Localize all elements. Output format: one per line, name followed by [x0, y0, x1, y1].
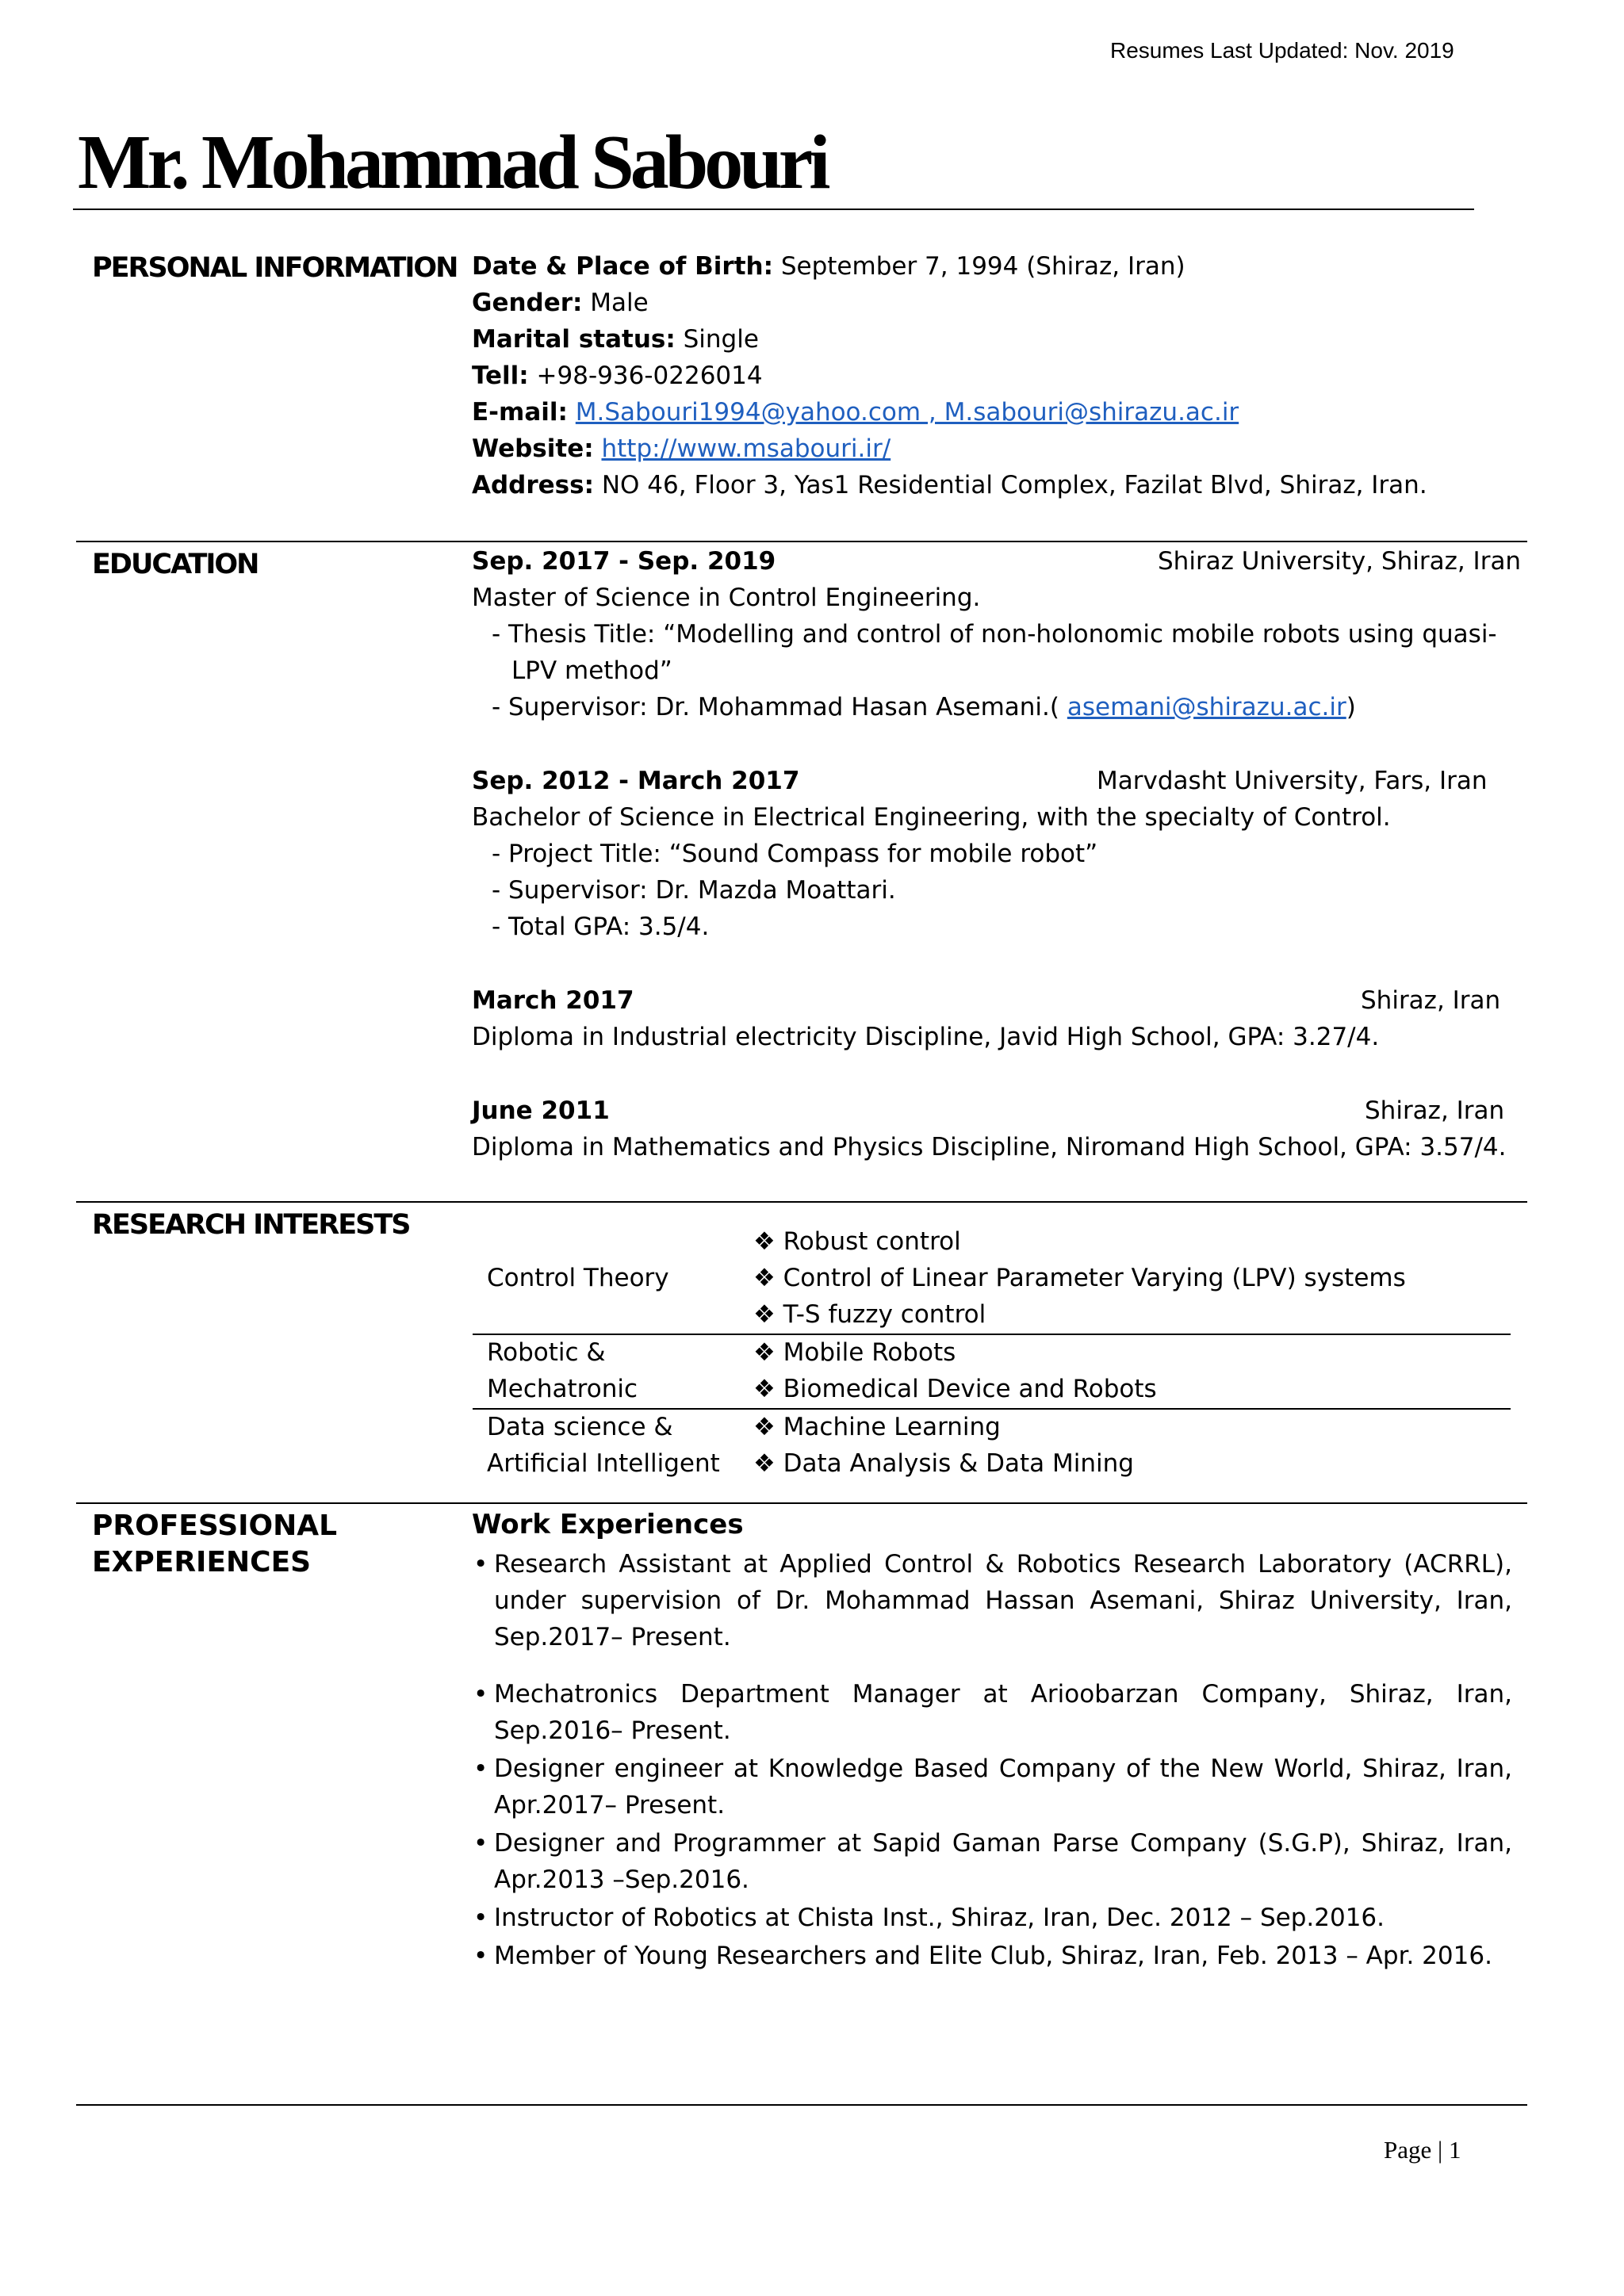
education-place: Shiraz University, Shiraz, Iran: [1158, 547, 1522, 576]
education-detail: - Supervisor: Dr. Mohammad Hasan Asemani.( asemani@shirazu.ac.ir): [492, 693, 1356, 721]
bullet-icon: •: [473, 1829, 488, 1858]
education-degree: Bachelor of Science in Electrical Engineering, with the specialty of Control.: [472, 803, 1391, 832]
research-item: ❖ Robust control: [753, 1227, 961, 1256]
section-title-education: EDUCATION: [92, 549, 259, 580]
research-item: ❖ Data Analysis & Data Mining: [753, 1449, 1134, 1478]
tell-value: +98-936-0226014: [528, 362, 763, 390]
email-line: [472, 394, 1239, 430]
research-item: ❖ Control of Linear Parameter Varying (LPV) systems: [753, 1264, 1406, 1292]
birth-value: September 7, 1994 (Shiraz, Iran): [772, 252, 1185, 281]
address-line: [472, 467, 1427, 503]
education-degree: Diploma in Mathematics and Physics Discipline, Niromand High School, GPA: 3.57/4.: [472, 1133, 1507, 1161]
marital-value: Single: [675, 325, 759, 354]
website-link[interactable]: http://www.msabouri.ir/: [601, 434, 891, 463]
education-detail: - Project Title: “Sound Compass for mobile robot”: [492, 840, 1098, 868]
supervisor-close: ): [1346, 693, 1356, 721]
address-value: NO 46, Floor 3, Yas1 Residential Complex, Fazilat Blvd, Shiraz, Iran.: [594, 471, 1427, 499]
marital-label: Marital status:: [472, 325, 676, 354]
education-place: Shiraz, Iran: [1365, 1096, 1505, 1125]
work-item: Designer and Programmer at Sapid Gaman Parse Company (S.G.P), Shiraz, Iran,: [494, 1829, 1512, 1858]
education-place: Shiraz, Iran: [1361, 986, 1501, 1015]
page-number: Page | 1: [1384, 2136, 1461, 2164]
diamond-bullet-icon: ❖: [753, 1413, 776, 1441]
education-date: June 2011: [472, 1096, 610, 1125]
last-updated-note: Resumes Last Updated: Nov. 2019: [1110, 38, 1454, 63]
footer-divider: [76, 2104, 1527, 2106]
section-divider-research: [76, 1201, 1527, 1203]
education-date: Sep. 2017 - Sep. 2019: [472, 547, 776, 576]
bullet-icon: •: [473, 1942, 488, 1970]
work-item: Research Assistant at Applied Control & Robotics Research Laboratory (ACRRL), under supervision of Dr. Mohammad Hassan Asemani, Shiraz University, Iran,: [494, 1550, 1512, 1615]
education-detail: - Thesis Title: “Modelling and control of non-holonomic mobile robots using quasi-: [492, 620, 1497, 649]
tell-label: Tell:: [472, 362, 529, 390]
education-place: Marvdasht University, Fars, Iran: [1097, 767, 1488, 795]
gender-label: Gender:: [472, 289, 583, 317]
header-divider: [73, 209, 1474, 210]
supervisor-text: Supervisor: Dr. Mohammad Hasan Asemani.(: [508, 693, 1067, 721]
gender-value: Male: [582, 289, 649, 317]
total-gpa: Total GPA: 3.5/4.: [508, 913, 710, 941]
bullet-icon: •: [473, 1550, 488, 1578]
diamond-bullet-icon: ❖: [753, 1300, 776, 1329]
tell-line: [472, 358, 763, 394]
diamond-bullet-icon: ❖: [753, 1449, 776, 1478]
education-degree: Master of Science in Control Engineering.: [472, 584, 981, 612]
research-area: Data science &: [487, 1413, 673, 1441]
email-label: E-mail:: [472, 398, 568, 427]
table-row-divider: [473, 1334, 1511, 1335]
email-link[interactable]: M.Sabouri1994@yahoo.com , M.sabouri@shirazu.ac.ir: [575, 398, 1239, 427]
address-label: Address:: [472, 471, 594, 499]
section-title-professional-line-1: PROFESSIONAL: [92, 1510, 338, 1542]
section-title-professional: [92, 1508, 337, 1581]
bachelor-supervisor: Supervisor: Dr. Mazda Moattari.: [508, 876, 896, 905]
research-item: ❖ Biomedical Device and Robots: [753, 1375, 1157, 1403]
website-line: [472, 430, 891, 467]
education-detail: - Total GPA: 3.5/4.: [492, 913, 710, 941]
education-date: Sep. 2012 - March 2017: [472, 767, 800, 795]
work-item-date: Sep.2016– Present.: [494, 1716, 731, 1745]
work-item-date: Sep.2017– Present.: [494, 1623, 731, 1651]
bullet-icon: •: [473, 1904, 488, 1932]
research-area: Robotic &: [487, 1338, 606, 1367]
education-degree: Diploma in Industrial electricity Discipline, Javid High School, GPA: 3.27/4.: [472, 1023, 1380, 1051]
education-date: March 2017: [472, 986, 634, 1015]
website-label: Website:: [472, 434, 594, 463]
supervisor-email-link[interactable]: asemani@shirazu.ac.ir: [1067, 693, 1346, 721]
diamond-bullet-icon: ❖: [753, 1227, 776, 1256]
section-title-professional-line-2: EXPERIENCES: [92, 1546, 312, 1578]
work-item: Designer engineer at Knowledge Based Company of the New World, Shiraz, Iran,: [494, 1755, 1512, 1783]
marital-line: [472, 321, 759, 358]
section-title-research: RESEARCH INTERESTS: [92, 1209, 410, 1241]
section-divider-professional: [76, 1502, 1527, 1504]
research-item: ❖ T-S fuzzy control: [753, 1300, 986, 1329]
work-experiences-subtitle: Work Experiences: [472, 1509, 744, 1540]
section-title-personal: PERSONAL INFORMATION: [92, 252, 458, 284]
research-area: Control Theory: [487, 1264, 669, 1292]
work-item-date: Apr.2013 –Sep.2016.: [494, 1866, 749, 1894]
diamond-bullet-icon: ❖: [753, 1264, 776, 1292]
research-area: Artificial Intelligent: [487, 1449, 720, 1478]
work-item: Instructor of Robotics at Chista Inst., Shiraz, Iran, Dec. 2012 – Sep.2016.: [494, 1904, 1385, 1932]
thesis-title-line-2: LPV method”: [511, 656, 672, 685]
gender-line: [472, 285, 649, 321]
birth-line: [472, 248, 1185, 285]
bullet-icon: •: [473, 1680, 488, 1709]
research-area: Mechatronic: [487, 1375, 638, 1403]
section-divider-education: [76, 541, 1527, 542]
work-item-date: Apr.2017– Present.: [494, 1791, 726, 1820]
diamond-bullet-icon: ❖: [753, 1338, 776, 1367]
project-title: Project Title: “Sound Compass for mobile robot”: [508, 840, 1098, 868]
bullet-icon: •: [473, 1755, 488, 1783]
work-item: Mechatronics Department Manager at Arioobarzan Company, Shiraz, Iran,: [494, 1680, 1512, 1709]
research-item: ❖ Mobile Robots: [753, 1338, 956, 1367]
diamond-bullet-icon: ❖: [753, 1375, 776, 1403]
resume-name: Mr. Mohammad Sabouri: [78, 120, 827, 205]
birth-label: Date & Place of Birth:: [472, 252, 773, 281]
work-item: Member of Young Researchers and Elite Club, Shiraz, Iran, Feb. 2013 – Apr. 2016.: [494, 1942, 1492, 1970]
research-item: ❖ Machine Learning: [753, 1413, 1001, 1441]
thesis-title-line-1: Thesis Title: “Modelling and control of non-holonomic mobile robots using quasi-: [508, 620, 1497, 649]
education-detail: - Supervisor: Dr. Mazda Moattari.: [492, 876, 896, 905]
